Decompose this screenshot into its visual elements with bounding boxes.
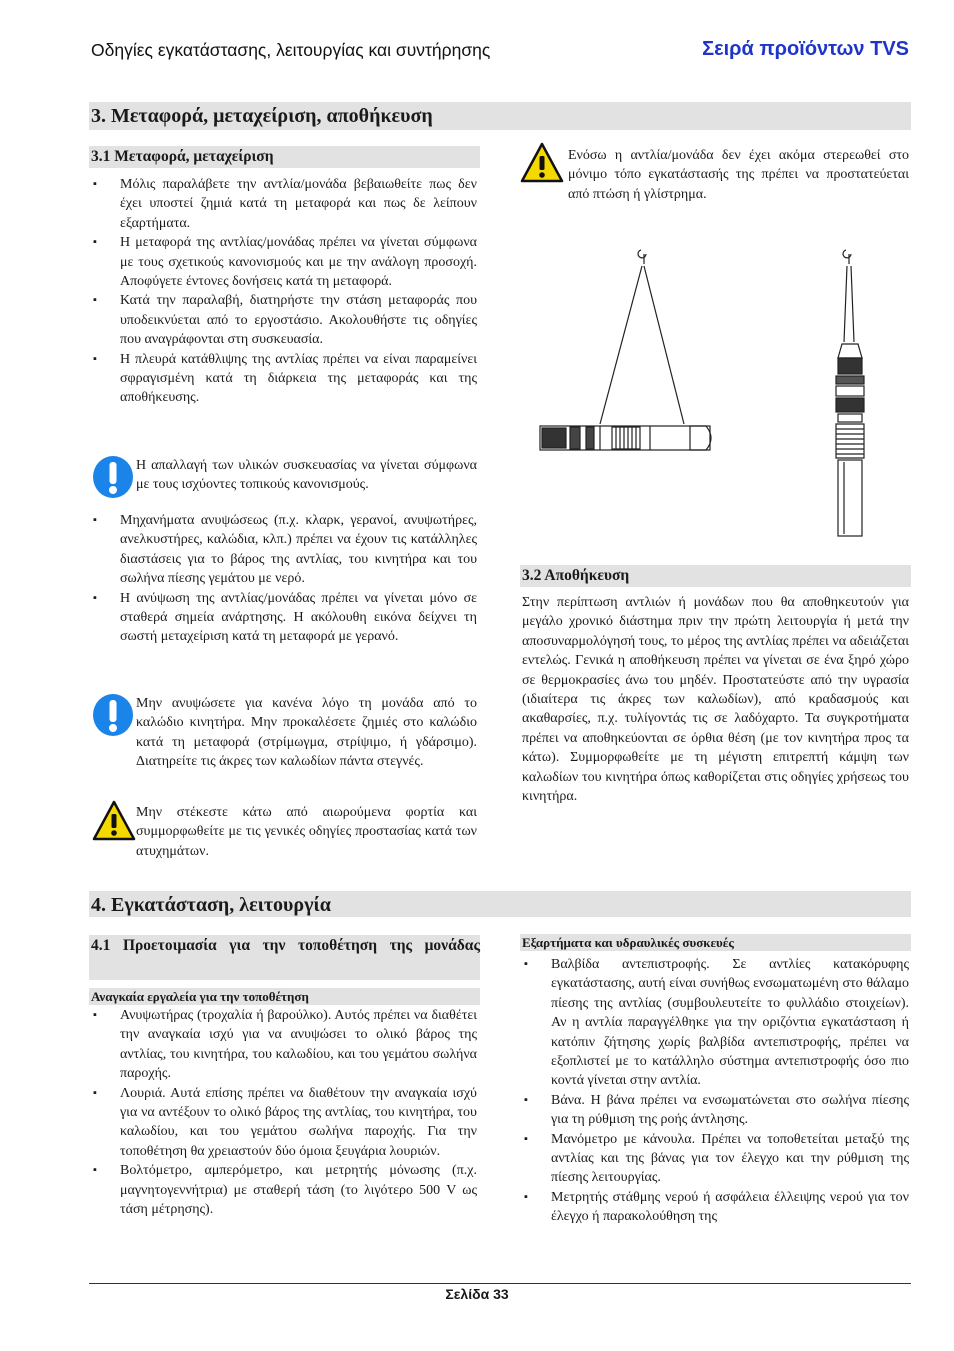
storage-text: Στην περίπτωση αντλιών ή μονάδων που θα αποθηκευτούν για μεγάλο χρονικό διάστημα πριν την πρώτη λειτουργία ή μετά την αποσυναρμολόγησή τους, το μέρος της αντλίας πρέπει να αδειάζεται εντελώς. Γενικά η αποθήκευση πρέπει να γίνεται σε ένα ξηρό χώρο σε θερμοκρασίες άνω του μηδέν. Προστατεύστε από την υγρασία (ιδιαίτερα τις άκρες των καλωδίων), από κραδασμούς και ακαθαρσίες, π.χ. τυλίγοντάς τις σε λαδόχαρτο. Τα συγκροτήματα πρέπει να αποθηκεύονται σε όρθια θέση (με τον κινητήρα προς τα κάτω). Συμμορφωθείτε με τη μέγιστη επιτρεπτή κάμψη των καλωδίων του κινητήρα όπως καθορίζεται στις οδηγίες χρήσεως του κινητήρα.: [522, 595, 909, 805]
tools-heading: Αναγκαία εργαλεία για την τοποθέτηση: [89, 988, 480, 1005]
list-item: ▪ Η μεταφορά της αντλίας/μονάδας πρέπει να γίνεται σύμφωνα με τους σχετικούς κανονισμούς και με την ανάλογη προσοχή. Αποφύγετε έντονες δονήσεις κατά τη μεταφορά.: [91, 233, 477, 291]
lifting-bullets: [91, 511, 477, 647]
list-item: ▪ Η ανύψωση της αντλίας/μονάδας πρέπει να γίνεται μόνο σε σταθερά σημεία ανάρτησης. Η ακόλουθη εικόνα δείχνει τη σωστή μεταχείριση κατά τη μεταφορά με γερανό.: [91, 589, 477, 647]
fittings-heading: Εξαρτήματα και υδραυλικές συσκευές: [520, 934, 911, 951]
tools-bullets: [91, 1006, 477, 1219]
warning-text: Μην στέκεστε κάτω από αιωρούμενα φορτία και συμμορφωθείτε με τις γενικές οδηγίες προστασίας κατά των ατυχημάτων.: [136, 805, 477, 859]
list-item: ▪ Βάνα. Η βάνα πρέπει να ενσωματώνεται στο σωλήνα πίεσης για τη ρύθμιση της ροής άντλησης.: [522, 1091, 909, 1130]
crane-hook-icon: [843, 250, 851, 264]
crane-hook-icon: [638, 250, 646, 264]
list-item: ▪ Λουριά. Αυτά επίσης πρέπει να διαθέτουν την αναγκαία ισχύ για να αντέξουν το ολικό βάρος της αντλίας, του κινητήρα, του καλωδίου, και του γεμάτου σωλήνα παροχής. Για την τοποθέτηση θα χρειαστούν δύο όμοια ξευγάρια λουριών.: [91, 1084, 477, 1162]
section-3-1-heading: 3.1 Μεταφορά, μεταχείριση: [89, 146, 480, 168]
list-item: ▪ Η πλευρά κατάθλιψης της αντλίας πρέπει να είναι παραμείνει σφραγισμένη κατά τη διάρκεια της μεταφοράς και της αποθήκευσης.: [91, 350, 477, 408]
section-3-2-heading: 3.2 Αποθήκευση: [520, 565, 911, 587]
section-3-heading: 3. Μεταφορά, μεταχείριση, αποθήκευση: [89, 102, 911, 130]
page-number: Σελίδα 33: [445, 1286, 509, 1302]
warning-triangle-icon: [520, 142, 564, 184]
exclamation-circle-icon: [92, 693, 134, 737]
crane-lifting-illustration: [520, 240, 912, 540]
document-header-title: Οδηγίες εγκατάστασης, λειτουργίας και συντήρησης: [91, 40, 491, 60]
list-item: ▪ Μηχανήματα ανυψώσεως (π.χ. κλαρκ, γερανοί, ανυψωτήρες, ανελκυστήρες, καλώδια, κλπ.) πρέπει να έχουν τις κατάλληλες διαστάσεις για το βάρος της αντλίας, του κινητήρα και του σωλήνα πίεσης γεμάτου με νερό.: [91, 511, 477, 589]
section-4-1-heading: [89, 935, 480, 980]
list-item: ▪ Κατά την παραλαβή, διατηρήστε την στάση μεταφοράς που υποδεικνύεται από το εργοστάσιο. Ακολουθήστε τις οδηγίες που αναγράφονται στη συσκευασία.: [91, 291, 477, 349]
list-item: ▪ Μανόμετρο με κάνουλα. Πρέπει να τοποθετείται μεταξύ της αντλίας και της βάνας για τον έλεγχο και την ρύθμιση της πίεσης λειτουργίας.: [522, 1130, 909, 1188]
section-4-heading: 4. Εγκατάσταση, λειτουργία: [89, 891, 911, 917]
list-item: ▪ Μόλις παραλάβετε την αντλία/μονάδα βεβαιωθείτε πως δεν έχει υποστεί ζημιά κατά τη μεταφορά και πως δε λείπουν εξαρτήματα.: [91, 175, 477, 233]
section-4-1-heading-text: 4.1 Προετοιμασία για την τοποθέτηση της μονάδας: [91, 937, 480, 954]
warning-triangle-icon: [92, 800, 136, 842]
exclamation-circle-icon: [92, 455, 134, 499]
note-text: Μην ανυψώσετε για κανένα λόγο τη μονάδα από το καλώδιο κινητήρα. Μην προκαλέσετε ζημιές στο καλώδιο κατά τη μεταφορά (στρίμωγμα, στρίψιμο, ή γδάρσιμο). Διατηρείτε τις άκρες των καλωδίων πάντα στεγνές.: [136, 696, 477, 770]
warning-text: Ενόσω η αντλία/μονάδα δεν έχει ακόμα στερεωθεί στο μόνιμο τόπο εγκατάστασής της πρέπει να προστατεύεται από πτώση ή γλίστρημα.: [568, 148, 909, 202]
fittings-bullets: [522, 955, 909, 1227]
list-item: ▪ Μετρητής στάθμης νερού ή ασφάλεια έλλειψης νερού για τον έλεγχο ή παρακολούθηση της: [522, 1188, 909, 1227]
product-series-title: Σειρά προϊόντων TVS: [702, 38, 909, 60]
note-text: Η απαλλαγή των υλικών συσκευασίας να γίνεται σύμφωνα με τους ισχύοντες τοπικούς κανονισμούς.: [136, 458, 477, 493]
list-item: ▪ Βαλβίδα αντεπιστροφής. Σε αντλίες κατακόρυφης εγκατάστασης, αυτή είναι συνήθως ενσωματωμένη στο θάλαμο πίεσης της αντλίας (συμβουλευτείτε το φυλλάδιο στοιχείων). Αν η αντλία παραγγέλθηκε για την οριζόντια εγκατάσταση ή κατόπιν ζήτησης χωρίς βαλβίδα αντεπιστροφής, πρέπει να εξοπλιστεί με το κατάλληλο σύστημα αντεπιστροφής όσο πιο κοντά γίνεται στην αντλία.: [522, 955, 909, 1091]
transport-bullets: [91, 175, 477, 408]
list-item: ▪ Ανυψωτήρας (τροχαλία ή βαρούλκο). Αυτός πρέπει να διαθέτει την αναγκαία ισχύ για να ανυψώσει το ολικό βάρος της αντλίας, του κινητήρα, του καλωδίου, και του γεμάτου σωλήνα παροχής.: [91, 1006, 477, 1084]
list-item: ▪ Βολτόμετρο, αμπερόμετρο, και μετρητής μόνωσης (π.χ. μαγνητογεννήτρια) με σταθερή τάση (το λιγότερο 500 V ως τάση μέτρησης).: [91, 1161, 477, 1219]
footer-divider: [89, 1283, 911, 1284]
